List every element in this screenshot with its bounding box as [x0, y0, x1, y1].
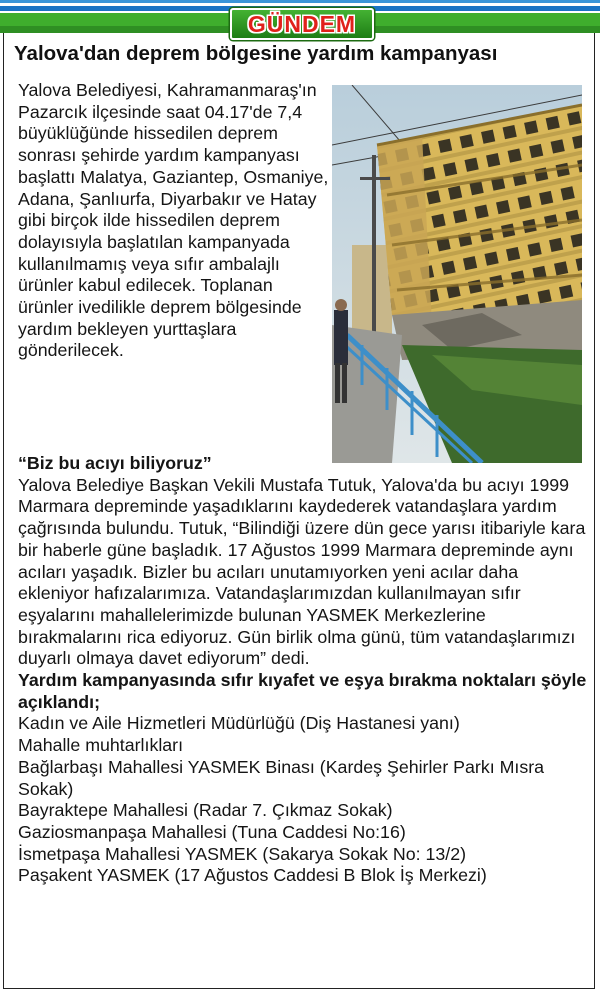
location-item: Kadın ve Aile Hizmetleri Müdürlüğü (Diş Hastanesi yanı)	[18, 713, 460, 734]
section-label: GÜNDEM	[230, 8, 374, 40]
location-item: Bağlarbaşı Mahallesi YASMEK Binası (Kardeş Şehirler Parkı Mısra Sokak)	[18, 756, 545, 799]
collapsed-building-image	[332, 85, 582, 463]
location-item: Mahalle muhtarlıkları	[18, 735, 184, 756]
location-item: Gaziosmanpaşa Mahallesi (Tuna Caddesi No:16)	[18, 821, 406, 842]
collapsed-building-photo	[332, 85, 582, 463]
location-item: Paşakent YASMEK (17 Ağustos Caddesi B Blok İş Merkezi)	[18, 865, 487, 886]
article-intro: Yalova Belediyesi, Kahramanmaraş'ın Pazarcık ilçesinde saat 04.17'de 7,4 büyüklüğünde hissedilen deprem sonrası şehirde yardım kampanyası başlattı Malatya, Gaziantep, Osmaniye, Adana, Şanlıurfa, Diyarbakır ve Hatay gibi birçok ilde hissedilen deprem dolayısıyla başlatılan kampanyada kullanılmamış veya sıfır ambalajlı ürünler kabul edilecek. Toplanan ürünler ivedilikle deprem bölgesinde yardım bekleyen yurttaşlara gönderilecek.	[18, 80, 329, 361]
article-continuation	[18, 453, 590, 887]
location-item: İsmetpaşa Mahallesi YASMEK (Sakarya Sokak No: 13/2)	[18, 843, 467, 864]
subheading-quote: “Biz bu acıyı biliyoruz”	[18, 453, 212, 473]
article-headline: Yalova'dan deprem bölgesine yardım kampanyası	[14, 42, 498, 65]
location-item: Bayraktepe Mahallesi (Radar 7. Çıkmaz Sokak)	[18, 800, 393, 821]
subheading-locations: Yardım kampanyasında sıfır kıyafet ve eşya bırakma noktaları şöyle açıklandı;	[18, 670, 587, 712]
paragraph-statement: Yalova Belediye Başkan Vekili Mustafa Tutuk, Yalova'da bu acıyı 1999 Marmara depreminde yaşadıklarını kaydederek vatandaşlara yardım çağrısında bulundu. Tutuk, “Bilindiği üzere dün gece yarısı itibariyle kara bir haberle güne başladık. 17 Ağustos 1999 Marmara depreminde aynı acıları yaşadık. Bizler bu acıları unutamıyorken yeni acılar daha ekleniyor hafızalarımıza. Vatandaşlarımızdan kullanılmayan sıfır eşyalarını mahallelerimizde bulunan YASMEK Merkezlerine bırakmalarını rica ediyoruz. Gün birlik olma günü, tüm vatandaşlarımızı duyarlı olmaya davet ediyorum” dedi.	[18, 474, 586, 669]
